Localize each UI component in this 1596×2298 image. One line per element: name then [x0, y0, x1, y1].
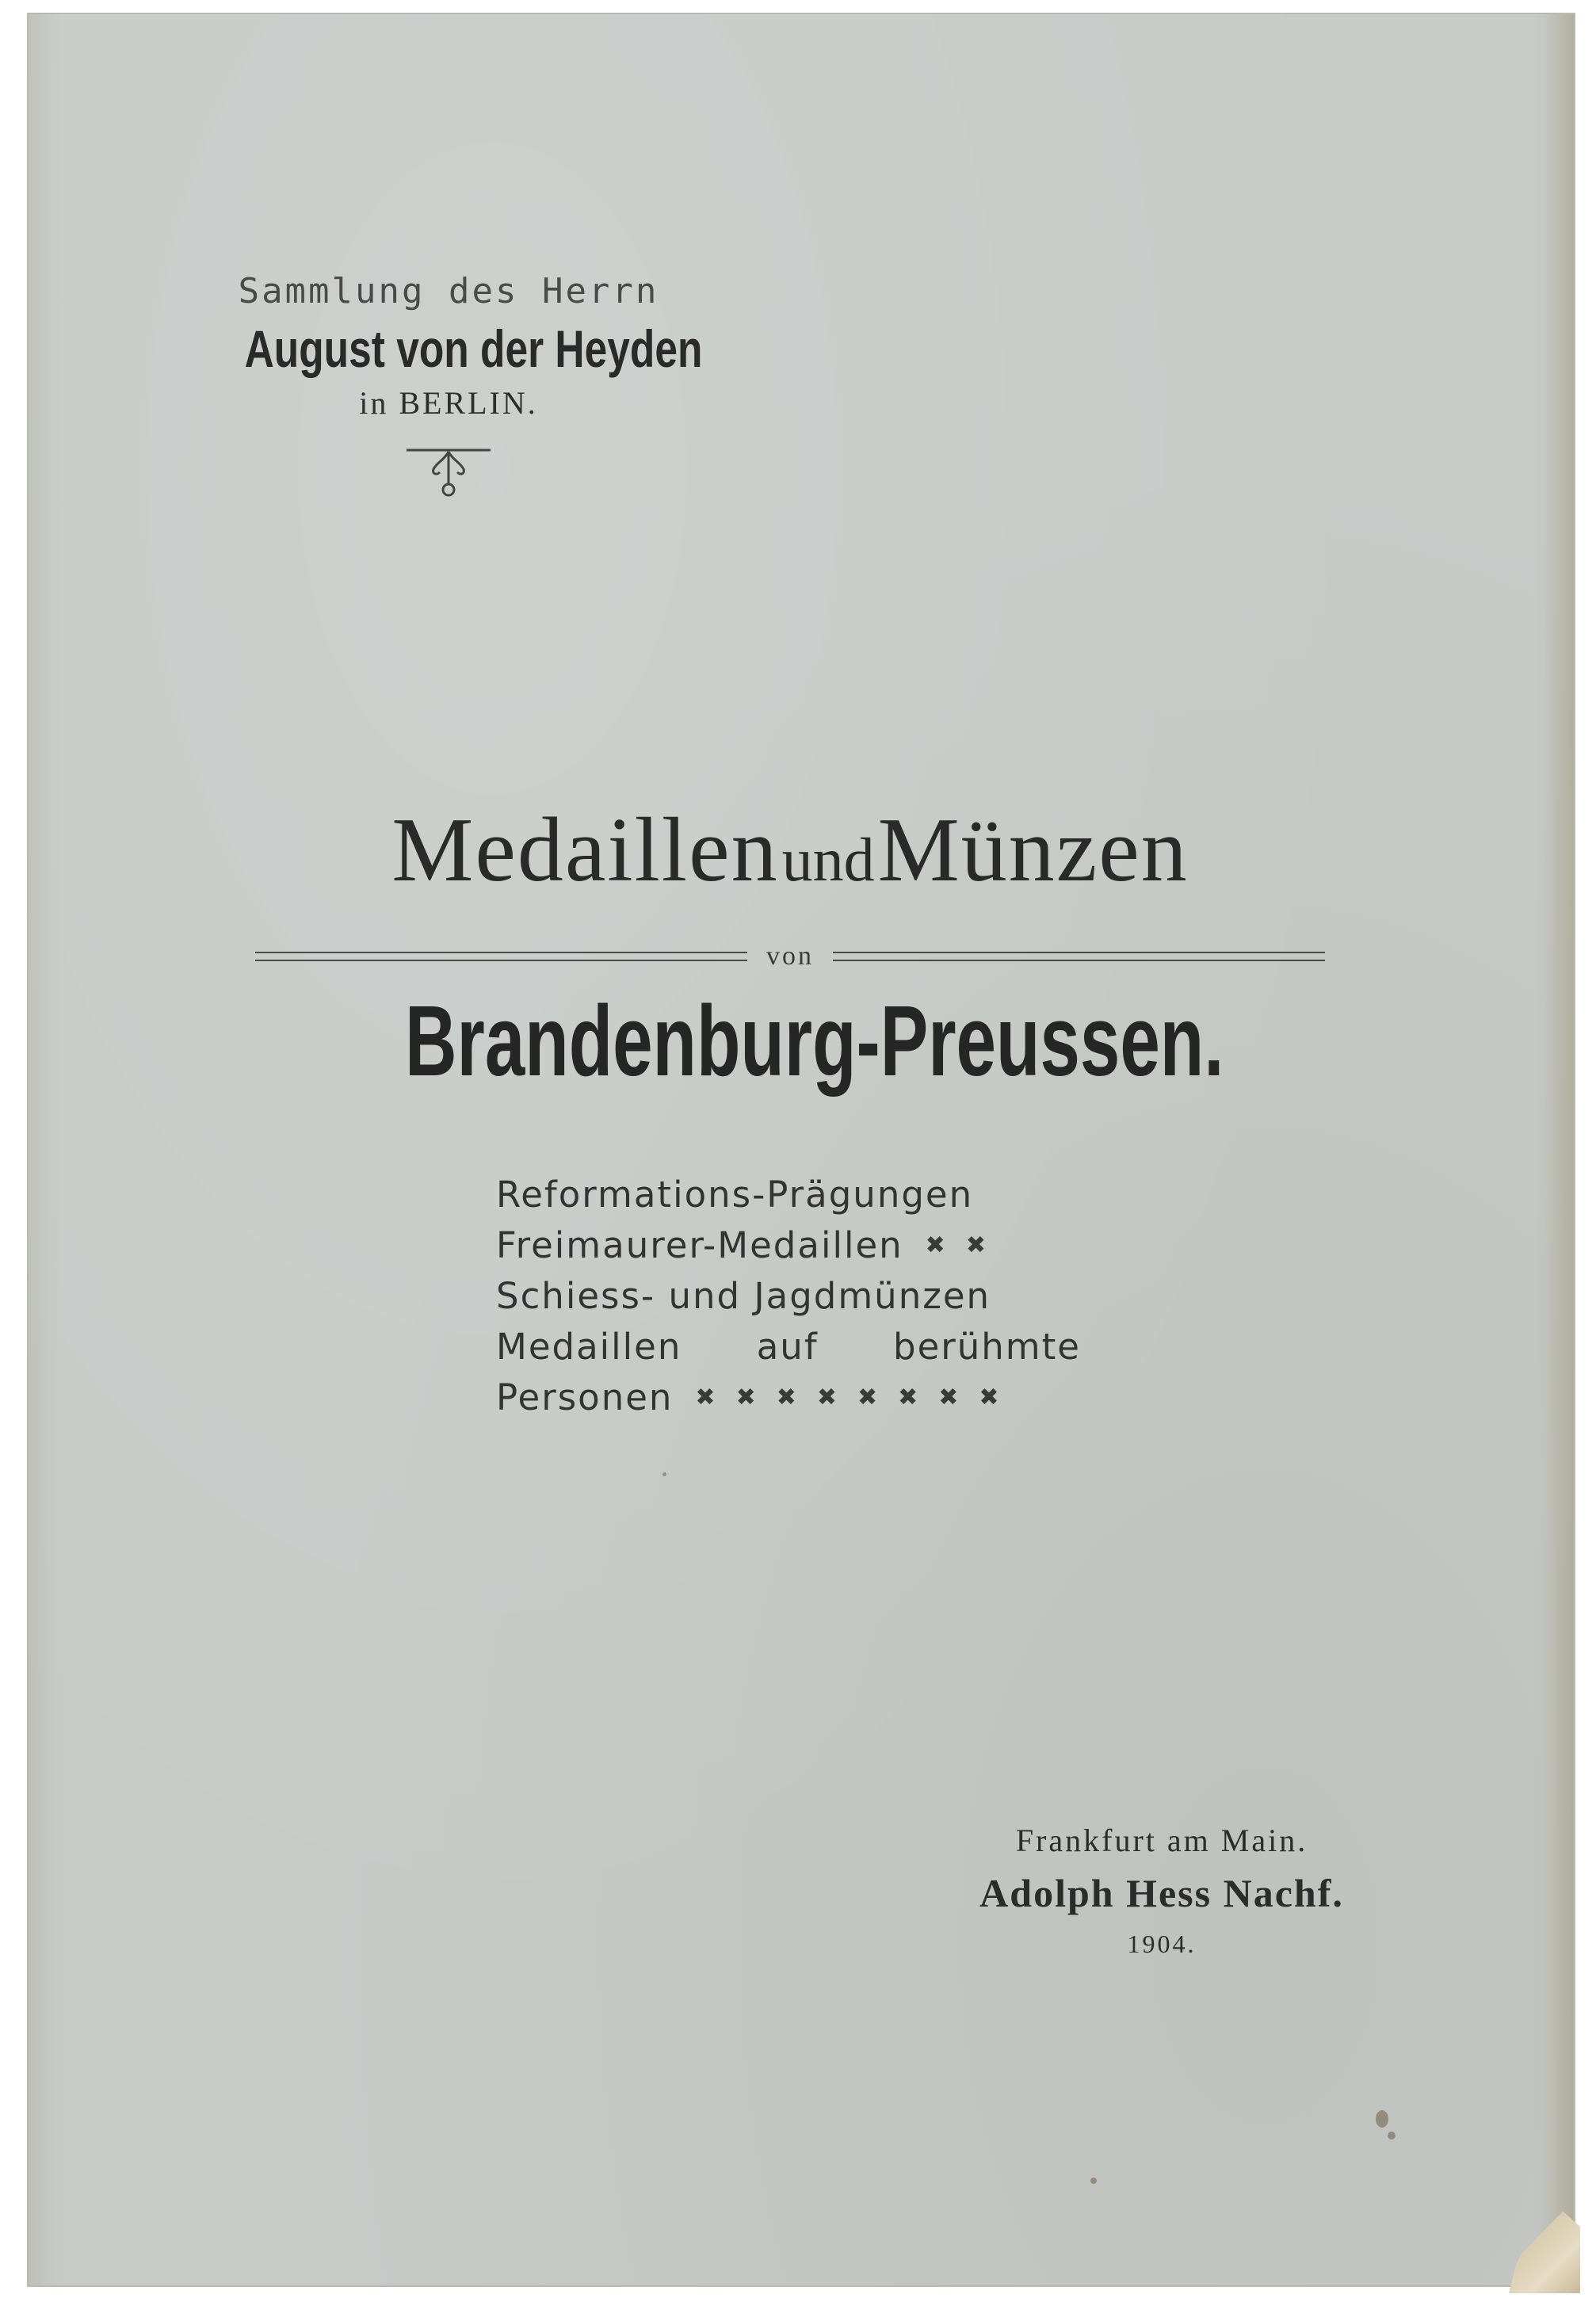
fleuron-icon: ✖	[938, 1384, 960, 1411]
von-label: von	[766, 941, 814, 971]
title-word-und: und	[781, 825, 875, 894]
page-edge-shading	[1545, 14, 1574, 2285]
imprint-block	[940, 1817, 1384, 1966]
contents-line-text: Freimaurer-Medaillen	[496, 1224, 903, 1266]
fleuron-group	[926, 1220, 987, 1271]
collection-line: Sammlung des Herrn	[238, 271, 659, 311]
foxing-spot	[662, 1472, 666, 1476]
fleuron-icon: ✖	[776, 1384, 798, 1411]
main-title	[255, 791, 1325, 937]
fleuron-icon: ✖	[816, 1384, 838, 1411]
double-rule-left	[255, 952, 747, 961]
contents-line	[496, 1271, 1090, 1322]
contents-line-text: Reformations-Prägungen	[496, 1174, 974, 1216]
fleuron-icon: ✖	[965, 1231, 987, 1259]
foxing-spot	[1388, 2132, 1396, 2140]
contents-line	[496, 1220, 1090, 1271]
contents-word: Medaillen	[496, 1326, 682, 1368]
contents-list	[496, 1170, 1090, 1423]
fleuron-icon: ✖	[857, 1384, 880, 1411]
cover-page	[29, 14, 1574, 2285]
fleuron-icon: ✖	[979, 1384, 1001, 1411]
fleuron-icon: ✖	[735, 1384, 758, 1411]
contents-line	[496, 1372, 1090, 1423]
von-divider	[255, 938, 1325, 975]
fleuron-icon: ✖	[898, 1384, 920, 1411]
foxing-spot	[1090, 2178, 1097, 2184]
contents-line-text: Personen	[496, 1376, 674, 1418]
double-rule-right	[833, 952, 1325, 961]
fleuron-icon: ✖	[925, 1231, 947, 1259]
contents-line-justified	[496, 1322, 1081, 1372]
contents-line	[496, 1170, 1090, 1220]
foxing-spot	[1376, 2110, 1388, 2128]
imprint-year: 1904.	[1127, 1930, 1197, 1958]
fleuron-group	[695, 1372, 1000, 1423]
owner-name: August von der Heyden	[244, 319, 703, 378]
imprint-publisher: Adolph Hess Nachf.	[979, 1871, 1344, 1915]
collection-block	[187, 268, 710, 505]
contents-word: berühmte	[893, 1326, 1081, 1368]
ornament-flourish-icon	[405, 445, 492, 501]
title-block	[255, 791, 1325, 1105]
contents-line	[496, 1322, 1090, 1372]
imprint-city: Frankfurt am Main.	[1015, 1823, 1308, 1858]
subject-title: Brandenburg-Preussen.	[404, 985, 1224, 1097]
fleuron-icon: ✖	[695, 1384, 717, 1411]
owner-city: in BERLIN.	[359, 385, 538, 421]
contents-line-text: Schiess- und Jagdmünzen	[496, 1275, 991, 1317]
title-word-medaillen: Medaillen	[391, 800, 779, 901]
contents-word: auf	[756, 1326, 819, 1368]
title-word-muenzen: Münzen	[877, 800, 1189, 901]
